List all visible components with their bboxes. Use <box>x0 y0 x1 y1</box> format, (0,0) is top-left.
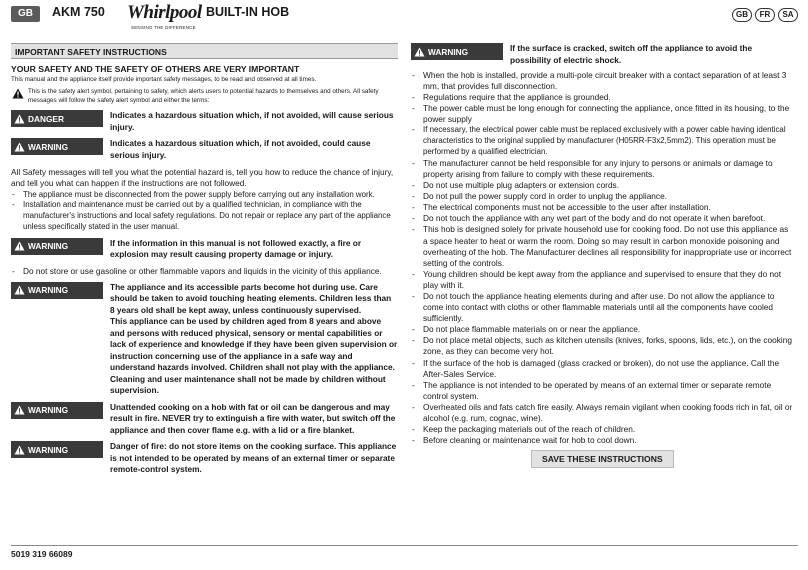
language-pill: FR <box>755 8 775 22</box>
list-item: - Regulations require that the appliance is grounded. <box>411 92 795 103</box>
messages-text: All Safety messages will tell you what the potential hazard is, tell you how to reduce the chance of injury, and tell you what can happen if the instructions are not followed. <box>11 167 394 189</box>
warning-label: WARNING <box>28 405 69 416</box>
save-instructions-banner: SAVE THESE INSTRUCTIONS <box>531 450 674 468</box>
danger-text: Indicates a hazardous situation which, if not avoided, will cause serious injury. <box>110 110 394 132</box>
list-item: - The power cable must be long enough for connecting the appliance, once fitted in its housing, to the power supply <box>411 103 795 125</box>
electrical-safety-list <box>411 70 795 446</box>
warning-text <box>103 282 398 397</box>
list-item: - Do not pull the power supply cord in order to unplug the appliance. <box>411 191 795 202</box>
footer-divider <box>11 545 798 546</box>
danger-alert-icon <box>14 114 25 124</box>
danger-label-box <box>11 110 103 127</box>
warning-text: Indicates a hazardous situation which, if not avoided, could cause serious injury. <box>110 138 371 160</box>
warning-label-box <box>11 402 103 419</box>
alert-symbol-note <box>12 87 398 105</box>
warning-text: Danger of fire: do not store items on the cooking surface. This appliance is not intended to be operated by means of an external timer or separate remote-control system. <box>110 441 397 475</box>
list-item: - Do not place metal objects, such as kitchen utensils (knives, forks, spoons, lids, etc.), on the cooking zone, as they can become very hot. <box>411 335 795 357</box>
warning-text-part: This appliance can be used by children aged from 8 years and above and persons with reduced physical, sensory or mental capabilities or lack of experience and knowledge if they have been given supervision or instruction concerning use of the appliance in a safe way and understand hazards involved. Children shall not play with the appliance. Cleaning and user maintenance shall not be made by children without supervision. <box>110 316 398 396</box>
warning-text: If the information in this manual is not followed exactly, a fire or explosion may result causing property damage or injury. <box>110 237 362 260</box>
list-item: - When the hob is installed, provide a multi-pole circuit breaker with a contact separation of at least 3 mm, that provides full disconnection. <box>411 70 795 92</box>
danger-label: DANGER <box>28 113 64 124</box>
document-code: 5019 319 66089 <box>11 549 73 559</box>
warning-block <box>411 43 795 66</box>
alert-note-text: This is the safety alert symbol, pertaining to safety, which alerts users to potential hazards to themselves and others. All safety messages will follow the safety alert symbol and either the terms: <box>28 88 379 104</box>
list-item: - Do not store or use gasoline or other flammable vapors and liquids in the vicinity of this appliance. <box>11 266 398 277</box>
section-title: IMPORTANT SAFETY INSTRUCTIONS <box>11 43 398 59</box>
brand-tagline: SENSING THE DIFFERENCE <box>131 25 196 30</box>
warning-alert-icon <box>14 285 25 295</box>
language-code-badge: GB <box>11 6 40 22</box>
installation-list <box>11 190 398 233</box>
language-pill: GB <box>732 8 752 22</box>
warning-label-box <box>11 238 103 255</box>
warning-alert-icon <box>14 445 25 455</box>
warning-block <box>11 138 398 161</box>
list-item: - If the surface of the hob is damaged (glass cracked or broken), do not use the appliance. Call the After-Sales Service. <box>411 358 795 380</box>
product-title: BUILT-IN HOB <box>206 5 290 19</box>
warning-label-box <box>11 441 103 458</box>
right-column <box>411 43 795 468</box>
list-item: - The manufacturer cannot be held responsible for any injury to persons or animals or damage to property arising from failure to comply with these requirements. <box>411 158 795 180</box>
safety-alert-icon <box>12 88 24 99</box>
page-header <box>0 0 808 36</box>
list-item: - Before cleaning or maintenance wait for hob to cool down. <box>411 435 795 446</box>
list-item: - The electrical components must not be accessible to the user after installation. <box>411 202 795 213</box>
language-pills <box>732 8 798 22</box>
warning-block <box>11 282 398 397</box>
warning-block <box>11 402 398 437</box>
model-name: AKM 750 <box>52 5 105 19</box>
list-item: - Young children should be kept away from the appliance and supervised to ensure that they do not play with it. <box>411 269 795 291</box>
warning-alert-icon <box>14 241 25 251</box>
warning-alert-icon <box>14 405 25 415</box>
safety-subhead: YOUR SAFETY AND THE SAFETY OF OTHERS ARE VERY IMPORTANT <box>11 64 300 74</box>
list-item: - The appliance must be disconnected from the power supply before carrying out any installation work. <box>11 190 398 201</box>
language-pill: SA <box>778 8 798 22</box>
list-item: - Installation and maintenance must be carried out by a qualified technician, in compliance with the manufacturer's instructions and local safety regulations. Do not repair or replace any part of the appliance unless specifically stated in the user manual. <box>11 200 398 232</box>
warning-alert-icon <box>14 142 25 152</box>
warning-label: WARNING <box>28 285 69 296</box>
list-item: - This hob is designed solely for private household use for cooking food. Do not use this appliance as a space heater to heat or warm the room. Doing so may result in carbon monoxide poisoning and overheating of the hob. The Manufacturer declines all responsibility for inappropriate use or incorrect setting of the controls. <box>411 224 795 268</box>
list-item: - Do not place flammable materials on or near the appliance. <box>411 324 795 335</box>
warning-label: WARNING <box>28 241 69 252</box>
warning-text: Unattended cooking on a hob with fat or oil can be dangerous and may result in fire. NEVER try to extinguish a fire with water, but switch off the appliance and then cover flame e.g. with a lid or a fire blanket. <box>110 401 396 435</box>
intro-text: This manual and the appliance itself provide important safety messages, to be read and observed at all times. <box>11 76 317 83</box>
left-column <box>11 43 398 476</box>
list-item: - Keep the packaging materials out of the reach of children. <box>411 424 795 435</box>
warning-block <box>11 238 398 261</box>
warning-block <box>11 441 398 476</box>
warning-label: WARNING <box>28 141 69 152</box>
warning-label-box <box>11 138 103 155</box>
list-item: - If necessary, the electrical power cable must be replaced exclusively with a power cable having identical characteristics to the original supplied by manufacturer (H05RR-F3x2,5mm2). This operation must be performed by a qualified electrician. <box>411 125 795 157</box>
list-item: - Do not touch the appliance with any wet part of the body and do not operate it when barefoot. <box>411 213 795 224</box>
list-item: - The appliance is not intended to be operated by means of an external timer or separate remote control system. <box>411 380 795 402</box>
list-item: - Do not touch the appliance heating elements during and after use. Do not allow the appliance to come into contact with cloths or other flammable materials until all the components have cooled sufficiently. <box>411 291 795 324</box>
brand-logo <box>127 0 202 34</box>
warning-text-part: The appliance and its accessible parts become hot during use. Care should be taken to avoid touching heating elements. Children less than 8 years old shall be kept away, unless continuously supervised. <box>110 281 392 315</box>
warning-label: WARNING <box>428 46 469 57</box>
warning-text: If the surface is cracked, switch off the appliance to avoid the possibility of electric shock. <box>510 43 753 65</box>
brand-name: Whirlpool <box>127 2 202 23</box>
warning-label-box <box>11 282 103 299</box>
gasoline-list <box>11 266 398 277</box>
warning-label-box <box>411 43 503 60</box>
warning-label: WARNING <box>28 444 69 455</box>
warning-alert-icon <box>414 47 425 57</box>
danger-block <box>11 110 398 133</box>
list-item: - Do not use multiple plug adapters or extension cords. <box>411 180 795 191</box>
list-item: - Overheated oils and fats catch fire easily. Always remain vigilant when cooking foods rich in fat, oil or alcohol (e.g. rum, cognac, wine). <box>411 402 795 424</box>
